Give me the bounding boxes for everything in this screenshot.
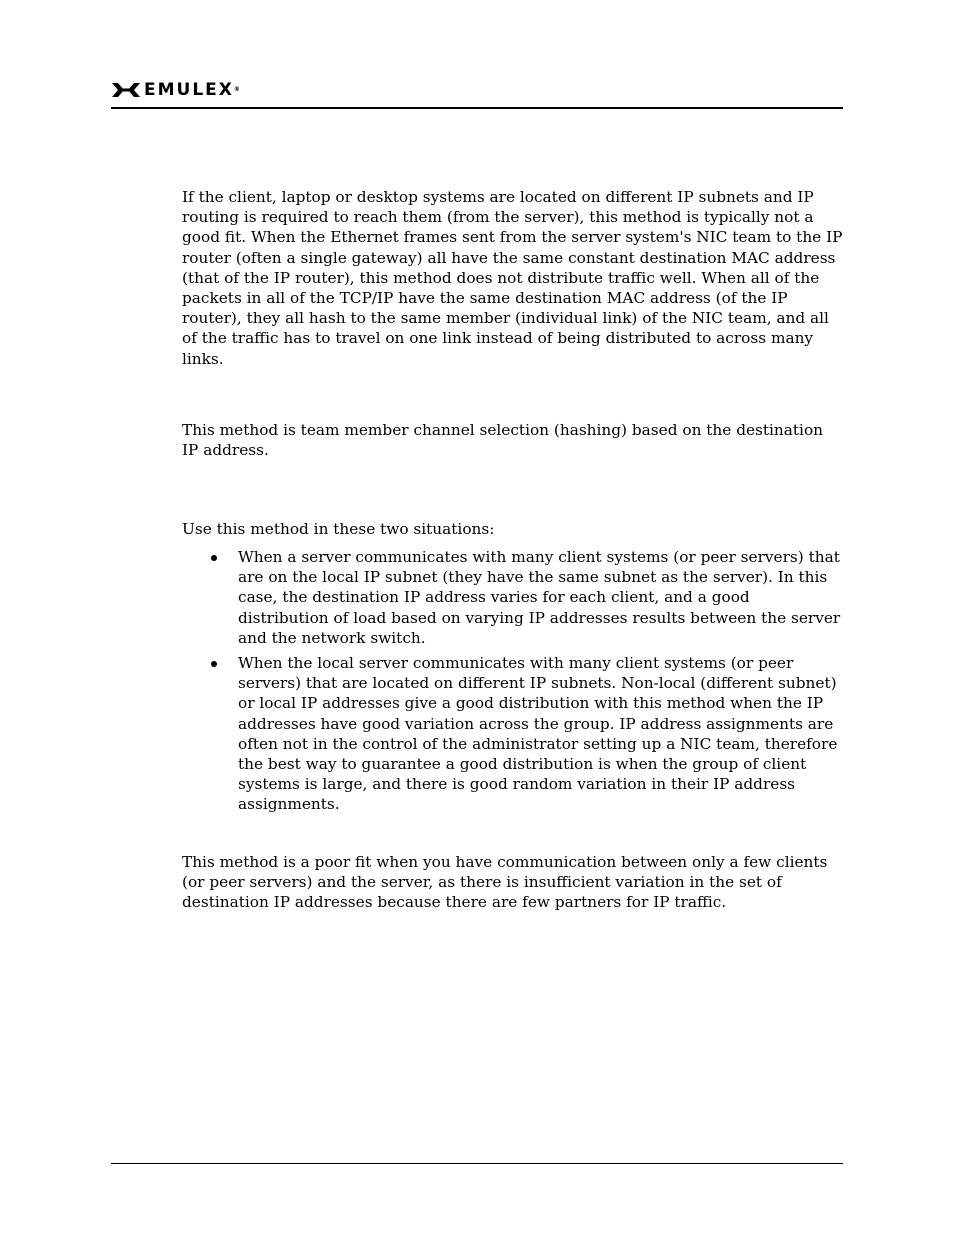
paragraph-method-description — [182, 420, 843, 460]
emulex-logo-icon — [111, 81, 141, 99]
paragraph-text: If the client, laptop or desktop systems are located on different IP subnets and IP routing is required to reach them (from the server), this method is typically not a good fit. When the Ethernet frames sent from the server system's NIC team to the IP router (often a single gateway) all have the same constant destination MAC address (that of the IP router), this method does not distribute traffic well. When all of the packets in all of the TCP/IP have the same destination MAC address (of the IP router), they all hash to the same member (individual link) of the NIC team, and all of the traffic has to travel on one link instead of being distributed to across many links. — [182, 188, 843, 368]
list-item — [182, 547, 843, 648]
paragraph-text: This method is a poor fit when you have communication between only a few clients (or peer servers) and the server, as there is insufficient variation in the set of destination IP addresses because there are few partners for IP traffic. — [182, 853, 828, 912]
paragraph-use-intro — [182, 519, 843, 539]
bullet-list — [182, 547, 843, 820]
bullet-icon — [211, 661, 217, 667]
trademark-symbol: ® — [233, 86, 240, 93]
list-item-text: When the local server communicates with many client systems (or peer servers) that are located on different IP subnets. Non-local (different subnet) or local IP addresses give a good distribution with this method when the IP addresses have good variation across the group. IP address assignments are often not in the control of the administrator setting up a NIC team, therefore the best way to guarantee a good distribution is when the group of client systems is large, and there is good random variation in their IP address assignments. — [238, 654, 838, 814]
logo-wordmark: EMULEX® — [144, 80, 240, 100]
list-item — [182, 653, 843, 815]
paragraph-text: Use this method in these two situations: — [182, 520, 495, 538]
paragraph-poor-fit — [182, 852, 843, 913]
footer-rule — [111, 1163, 843, 1164]
bullet-icon — [211, 555, 217, 561]
paragraph-text: This method is team member channel selection (hashing) based on the destination IP address. — [182, 421, 824, 460]
page-header — [111, 80, 240, 100]
header-rule — [111, 107, 843, 109]
paragraph-routing-note — [182, 187, 843, 369]
list-item-text: When a server communicates with many client systems (or peer servers) that are on the local IP subnet (they have the same subnet as the server). In this case, the destination IP address varies for each client, and a good distribution of load based on varying IP addresses results between the server and the network switch. — [238, 548, 841, 647]
